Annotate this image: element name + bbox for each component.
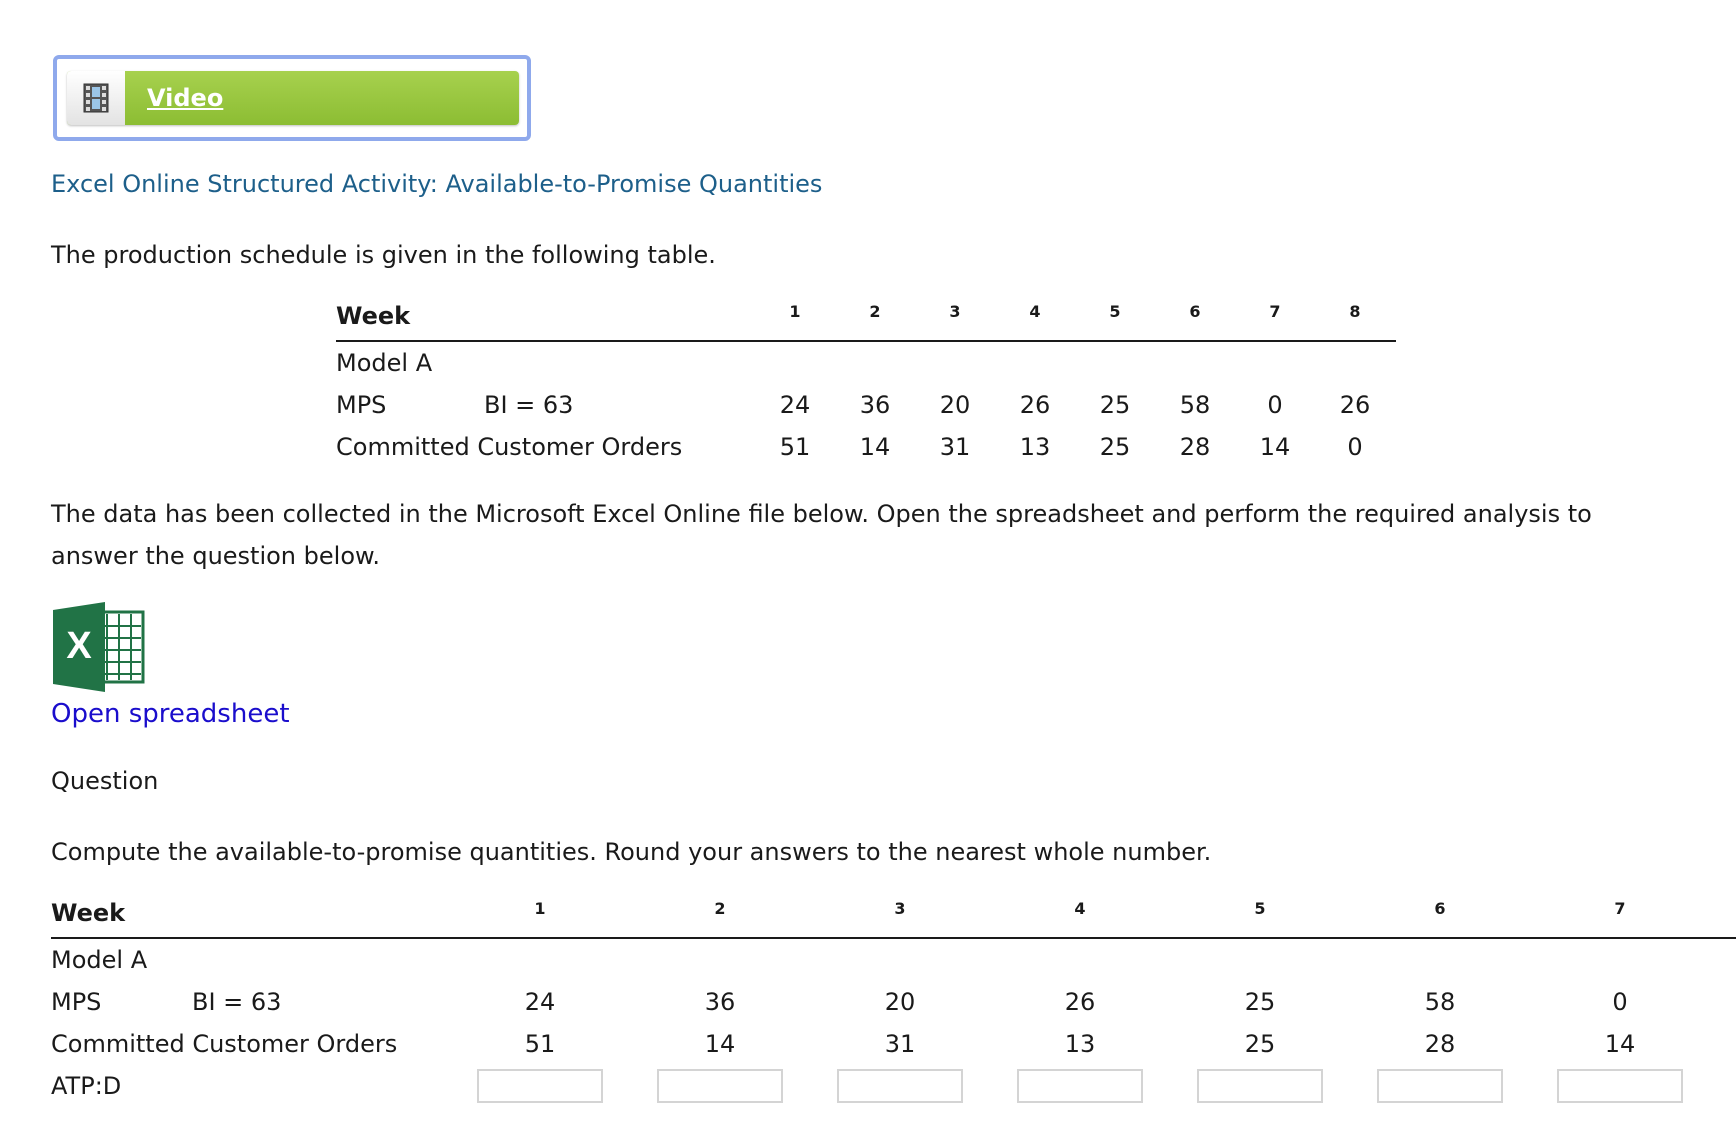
orders-value: 13 <box>1064 1030 1096 1058</box>
week-number: 7 <box>1269 302 1281 321</box>
mps-value: 0 <box>1267 391 1283 419</box>
beginning-inventory: BI = 63 <box>484 391 574 419</box>
week-number: 3 <box>894 899 906 918</box>
question-text: Compute the available-to-promise quantities. Round your answers to the nearest whole number. <box>51 838 1212 866</box>
atp-input-week-3[interactable] <box>837 1069 963 1103</box>
week-number: 6 <box>1434 899 1446 918</box>
mps-value: 25 <box>1099 391 1131 419</box>
mps-value: 36 <box>704 988 736 1016</box>
orders-value: 14 <box>704 1030 736 1058</box>
mps-value: 26 <box>1019 391 1051 419</box>
orders-value: 31 <box>939 433 971 461</box>
week-number: 7 <box>1614 899 1626 918</box>
question-heading: Question <box>51 767 159 795</box>
orders-value: 14 <box>1604 1030 1636 1058</box>
orders-value: 14 <box>859 433 891 461</box>
activity-title: Excel Online Structured Activity: Available-to-Promise Quantities <box>51 170 823 198</box>
orders-value: 25 <box>1099 433 1131 461</box>
week-number: 4 <box>1074 899 1086 918</box>
orders-value: 0 <box>1347 433 1363 461</box>
atp-input-week-1[interactable] <box>477 1069 603 1103</box>
video-link[interactable]: Video <box>147 84 224 112</box>
mps-row <box>51 981 1736 1023</box>
atp-input-week-5[interactable] <box>1197 1069 1323 1103</box>
atp-row <box>51 1065 1736 1107</box>
model-label: Model A <box>336 349 433 377</box>
model-row <box>336 342 1396 384</box>
week-number: 1 <box>534 899 546 918</box>
intro-text: The production schedule is given in the following table. <box>51 241 716 269</box>
video-button-frame <box>53 55 531 141</box>
orders-row <box>51 1023 1736 1065</box>
week-number: 5 <box>1254 899 1266 918</box>
atp-input-week-7[interactable] <box>1557 1069 1683 1103</box>
mps-value: 36 <box>859 391 891 419</box>
week-number: 8 <box>1349 302 1361 321</box>
orders-value: 51 <box>779 433 811 461</box>
answer-header-row <box>51 895 1736 939</box>
week-number: 2 <box>869 302 881 321</box>
week-number: 3 <box>949 302 961 321</box>
mps-value: 58 <box>1424 988 1456 1016</box>
data-instructions: The data has been collected in the Microsoft Excel Online file below. Open the spreadsheet and perform the required analysis to answer the question below. <box>51 500 1592 570</box>
orders-value: 28 <box>1179 433 1211 461</box>
atp-input-week-4[interactable] <box>1017 1069 1143 1103</box>
schedule-table <box>336 298 1396 468</box>
excel-icon[interactable] <box>51 602 147 692</box>
mps-row <box>336 384 1396 426</box>
orders-row <box>336 426 1396 468</box>
week-number: 4 <box>1029 302 1041 321</box>
model-row <box>51 939 1736 981</box>
week-number: 1 <box>789 302 801 321</box>
video-button[interactable] <box>67 71 519 125</box>
orders-value: 28 <box>1424 1030 1456 1058</box>
week-number: 6 <box>1189 302 1201 321</box>
mps-value: 0 <box>1612 988 1628 1016</box>
atp-label: ATP:D <box>51 1072 122 1100</box>
orders-value: 14 <box>1259 433 1291 461</box>
mps-value: 26 <box>1064 988 1096 1016</box>
beginning-inventory: BI = 63 <box>192 988 282 1016</box>
mps-value: 25 <box>1244 988 1276 1016</box>
mps-value: 58 <box>1179 391 1211 419</box>
mps-label: MPS <box>51 988 102 1016</box>
film-icon <box>67 71 125 125</box>
mps-value: 24 <box>779 391 811 419</box>
mps-value: 20 <box>939 391 971 419</box>
orders-label: Committed Customer Orders <box>51 1030 398 1058</box>
mps-value: 20 <box>884 988 916 1016</box>
model-label: Model A <box>51 946 148 974</box>
atp-input-week-6[interactable] <box>1377 1069 1503 1103</box>
atp-input-week-2[interactable] <box>657 1069 783 1103</box>
schedule-header-row <box>336 298 1396 342</box>
mps-label: MPS <box>336 391 387 419</box>
orders-value: 13 <box>1019 433 1051 461</box>
orders-value: 31 <box>884 1030 916 1058</box>
week-header: Week <box>51 899 126 927</box>
orders-label: Committed Customer Orders <box>336 433 683 461</box>
answer-table <box>51 895 1736 1107</box>
open-spreadsheet-link[interactable]: Open spreadsheet <box>51 699 290 729</box>
excel-icon-letter: X <box>66 625 92 667</box>
week-number: 5 <box>1109 302 1121 321</box>
mps-value: 26 <box>1339 391 1371 419</box>
week-header: Week <box>336 302 411 330</box>
orders-value: 51 <box>524 1030 556 1058</box>
week-number: 2 <box>714 899 726 918</box>
mps-value: 24 <box>524 988 556 1016</box>
orders-value: 25 <box>1244 1030 1276 1058</box>
